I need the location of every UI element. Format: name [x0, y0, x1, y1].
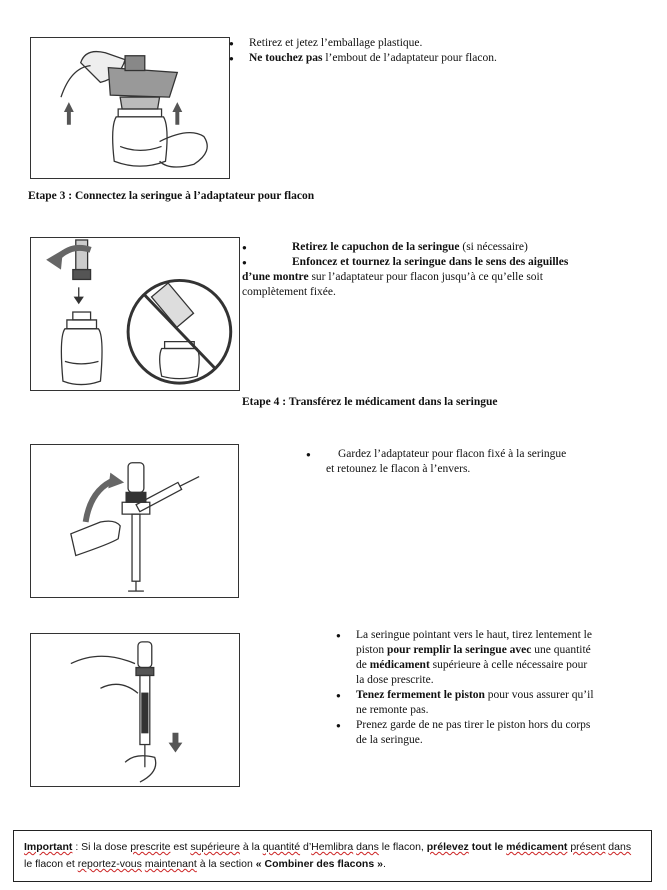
figure-invert-vial [30, 444, 239, 598]
step3-item1 [242, 240, 592, 255]
step3-item2 [242, 255, 592, 300]
important-word-prescrite: prescrite [130, 841, 171, 853]
step4-bullet1 [306, 447, 576, 477]
important-word-quantite: quantité [262, 841, 301, 853]
step4-bullet2-a: La seringue pointant vers le haut, tirez lentement le piston [356, 629, 592, 656]
step3-item1-bold: Retirez le capuchon de la seringue [292, 241, 460, 253]
step4-bullet2-b: pour remplir la seringue avec [387, 644, 532, 656]
instruction-dont-touch-rest: l’embout de l’adaptateur pour flacon. [322, 52, 497, 64]
important-word-maintenant: maintenant [144, 858, 197, 870]
important-bold-prelevez: prélevez [426, 841, 469, 853]
figure-remove-packaging [30, 37, 230, 179]
important-text-11: à la section [196, 858, 256, 870]
important-note [13, 830, 652, 882]
important-text-12: . [382, 858, 386, 870]
important-text-1: : Si la dose [72, 841, 131, 853]
important-word-dans-2: dans [608, 841, 632, 853]
packaging-instructions [229, 36, 639, 66]
instruction-dont-touch-bold: Ne touchez pas [249, 52, 323, 64]
step4-bullet2 [336, 628, 596, 688]
important-label: Important [24, 841, 73, 853]
remove-packaging-illustration [31, 38, 229, 178]
invert-vial-illustration [31, 445, 238, 597]
instruction-dont-touch [229, 51, 639, 66]
important-text-9: le flacon et [24, 858, 78, 870]
step4-bullet2-e: supérieure à celle nécessaire pour la dose prescrite. [356, 659, 588, 686]
step4-bullet4: ● Prenez garde de ne pas tirer le piston hors du corps de la seringue. [336, 718, 596, 748]
step3-instructions [242, 240, 592, 300]
step3-item2-rest: sur l’adaptateur pour flacon jusqu’à ce qu’elle soit complètement fixée. [242, 271, 543, 298]
step4-title: Etape 4 : Transférez le médicament dans la seringue [242, 396, 498, 408]
step3-item2-bold: Enfoncez et tournez la seringue dans le sens des aiguilles d’une montre [242, 256, 569, 283]
step3-title: Etape 3 : Connectez la seringue à l’adaptateur pour flacon [28, 190, 315, 202]
important-text-2: est [170, 841, 191, 853]
important-word-superieure: supérieure [190, 841, 240, 853]
step4-bullet2-d: médicament [369, 659, 430, 671]
step4-instructions [336, 628, 596, 748]
important-word-hemlibra: Hemlibra [311, 841, 354, 853]
important-word-reportez: reportez-vous [77, 858, 142, 870]
attach-syringe-illustration [31, 238, 239, 390]
important-word-present: présent [570, 841, 606, 853]
fill-syringe-illustration [31, 634, 239, 786]
instruction-remove-packaging: ● Retirez et jetez l’emballage plastique. [229, 36, 639, 51]
step4-bullet3-bold: Tenez fermement le piston [356, 689, 485, 701]
step4-bullet1-wrap [306, 447, 576, 477]
step3-item1-rest: (si nécessaire) [459, 241, 528, 253]
important-bold-tout-le: tout le [468, 841, 507, 853]
figure-attach-syringe [30, 237, 240, 391]
important-text-3: à la [239, 841, 263, 853]
step4-bullet1-text: Gardez l’adaptateur pour flacon fixé à la seringue et retounez le flacon à l’envers. [326, 448, 567, 475]
important-text-6: le flacon, [378, 841, 427, 853]
step4-bullet3 [336, 688, 596, 718]
important-text-4: d’ [300, 841, 312, 853]
figure-fill-syringe [30, 633, 240, 787]
bullet-icon: ● [242, 258, 247, 267]
important-bold-combiner: « Combiner des flacons » [255, 858, 383, 870]
bullet-icon: ● [306, 450, 311, 459]
bullet-icon: ● [242, 243, 247, 252]
important-word-dans: dans [356, 841, 379, 853]
step4-bullet2-c: une quantité de [356, 644, 591, 671]
step4-bullet3-rest: pour vous assurer qu’il ne remonte pas. [356, 689, 594, 716]
important-bold-medicament: médicament [506, 841, 568, 853]
